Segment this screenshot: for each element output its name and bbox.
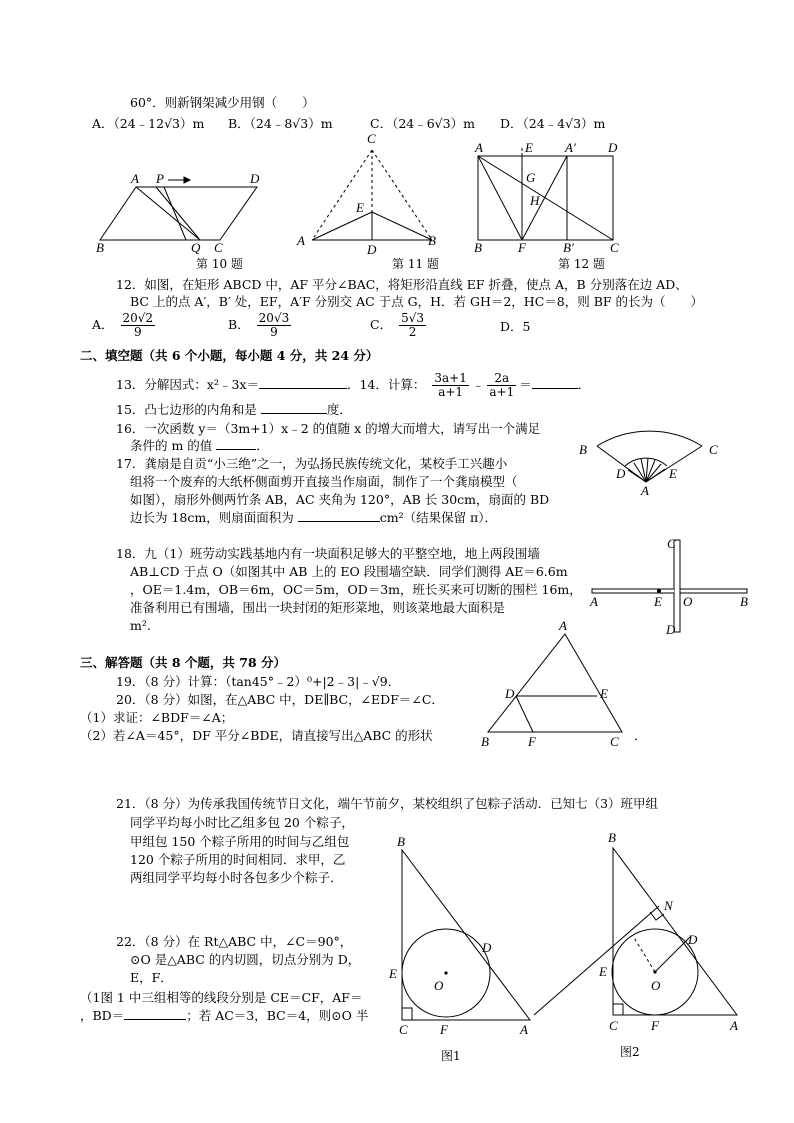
q21-line2: 同学平均每小时比乙组多包 20 个粽子，: [130, 815, 354, 830]
q15-text: 15．凸七边形的内角和是: [116, 402, 257, 417]
q16-answer-blank[interactable]: [216, 449, 256, 450]
q12-option-b-label: B．: [228, 317, 250, 332]
fig12-label-c: C: [610, 240, 619, 255]
q18-label-d: D: [666, 622, 676, 637]
q12-option-c-num: 5√3: [401, 311, 424, 325]
q18-line1: 18．九（1）班劳动实践基地内有一块面积足够大的平整空地，地上两段围墙: [116, 546, 540, 561]
q12-option-a: [92, 312, 158, 339]
q18-label-c: C: [667, 536, 676, 551]
fig10-label-a: A: [131, 171, 139, 186]
q17-line2: 组将一个废弃的大纸杯侧面剪开直接当作扇面，制作了一个龚扇模型（: [130, 474, 518, 489]
q12-line1: 12．如图，在矩形 ABCD 中，AF 平分∠BAC，将矩形沿直线 EF 折叠，使点 A，B 分别落在边 AD、: [116, 277, 688, 292]
fig10-label-d: D: [250, 171, 260, 186]
q12-option-a-den: 9: [133, 325, 142, 339]
fig2-label-f: F: [651, 1018, 659, 1033]
q14-answer-blank[interactable]: [532, 388, 578, 389]
q11-option-b: B．（24﹣8√3）m: [228, 116, 333, 131]
q18-line4: 准备利用已有围墙，围出一块封闭的矩形菜地，则该菜地最大面积是: [130, 600, 506, 615]
fig2-label-o: O: [651, 978, 661, 993]
q18-label-b: B: [740, 594, 748, 609]
fig12-label-g: G: [526, 170, 536, 185]
fig12-caption: 第 12 题: [558, 257, 605, 271]
q20-line2: （1）求证：∠BDF＝∠A；: [80, 710, 234, 725]
q14-frac2-den: a+1: [489, 385, 515, 399]
fig11-caption: 第 11 题: [392, 257, 439, 271]
q20-line1: 20．（8 分）如图，在△ABC 中，DE∥BC，∠EDF＝∠C．: [116, 692, 444, 707]
fig2-label-d: D: [688, 932, 698, 947]
section-2-title: 二、填空题（共 6 个小题，每小题 4 分，共 24 分）: [80, 348, 379, 363]
fig1-label-b: B: [397, 834, 405, 849]
fig2-label-b: B: [608, 830, 616, 845]
q22-line1: 22．（8 分）在 Rt△ABC 中，∠C＝90°，: [116, 934, 353, 949]
fig12-label-f: F: [518, 240, 526, 255]
q13-text: 13．分解因式：x²﹣3x＝: [116, 377, 259, 392]
fig12-label-d: D: [608, 140, 618, 155]
q12-option-a-label: A．: [92, 317, 114, 332]
q17-label-c: C: [709, 442, 718, 457]
fig12-label-h: H: [530, 193, 540, 208]
q17-label-d: D: [616, 466, 626, 481]
q17-label-e: E: [669, 466, 677, 481]
q12-option-b-num: 20√3: [258, 311, 290, 325]
q16-line2: 条件的 m 的值: [130, 438, 213, 453]
q18-line3: ，OE＝1.4m，OB＝6m，OC＝5m，OD＝3m，班长买来可切断的围栏 16m，: [130, 582, 582, 597]
q18-label-e: E: [654, 594, 662, 609]
q17-line4b: cm²（结果保留 π）．: [379, 510, 498, 525]
fig1-label-f: F: [440, 1022, 448, 1037]
q22-line4: （1图 1 中三组相等的线段分别是 CE＝CF，AF＝: [80, 990, 363, 1005]
q12-option-c-den: 2: [408, 325, 417, 339]
fig12-label-b: B: [474, 240, 482, 255]
q22-line5-wrap: [80, 1008, 368, 1024]
fig1-label-e: E: [389, 966, 397, 981]
q20-label-d: D: [505, 686, 515, 701]
fig2-label-a: A: [730, 1018, 738, 1033]
q20-label-b: B: [481, 734, 489, 749]
q15-line: [116, 402, 352, 418]
fig1-caption: 图1: [441, 1049, 461, 1063]
q22-line5a: ，BD＝: [80, 1008, 125, 1023]
q14-frac2-num: 2a: [487, 372, 516, 386]
q18-label-o: O: [683, 594, 693, 609]
q12-option-c-label: C．: [370, 317, 393, 332]
q20-label-f: F: [528, 734, 536, 749]
q12-option-d: D．5: [500, 319, 531, 334]
q22-line3: E，F．: [130, 970, 173, 985]
fig1-label-c: C: [399, 1022, 408, 1037]
q20-label-c: C: [610, 734, 619, 749]
q17-line4-wrap: [130, 510, 497, 526]
q11-option-d: D．（24﹣4√3）m: [500, 116, 606, 131]
fig2-label-n: N: [664, 898, 673, 913]
fig12-label-e: E: [525, 140, 533, 155]
q11-option-c: C．（24﹣6√3）m: [370, 116, 475, 131]
q11-option-a: A．（24﹣12√3）m: [92, 116, 205, 131]
fig2-caption: 图2: [620, 1045, 640, 1059]
fig10-label-c: C: [214, 240, 223, 255]
fig10-label-q: Q: [191, 240, 201, 255]
q14-frac1-den: a+1: [438, 385, 464, 399]
fig11-label-a: A: [297, 233, 305, 248]
fig10-label-b: B: [96, 240, 104, 255]
q20-line3: （2）若∠A＝45°，DF 平分∠BDE，请直接写出△ABC 的形状: [80, 728, 433, 743]
fig11-label-d: D: [367, 242, 377, 257]
q18-label-a: A: [590, 594, 598, 609]
q17-answer-blank[interactable]: [298, 521, 380, 522]
q12-option-b: [228, 312, 294, 339]
section-3-title: 三、解答题（共 8 个题，共 78 分）: [80, 655, 287, 670]
q16-line2-wrap: 条件的 m 的值 ．: [130, 438, 269, 453]
fig10-label-p: P: [156, 171, 164, 186]
q12-option-c: [370, 312, 429, 339]
q13-q14-line: 13．分解因式：x²﹣3x＝ ．14．计算： $\frac{3a+1}{a+1}$ ﹣ $\frac{2a}{a+1}$ ＝ ．: [116, 371, 591, 399]
q20-label-a: A: [559, 618, 567, 633]
q16-line1: 16．一次函数 y＝（3m+1）x﹣2 的值随 x 的增大而增大，请写出一个满足: [116, 421, 541, 436]
fig2-label-e: E: [599, 964, 607, 979]
fig11-label-e: E: [356, 200, 364, 215]
fig12-label-b-prime: B′: [563, 240, 574, 255]
fig2-label-c: C: [609, 1018, 618, 1033]
q21-line4: 120 个粽子所用的时间相同．求甲，乙: [130, 852, 346, 867]
q14-eq: ＝: [519, 377, 532, 392]
q22-line5b: ；若 AC＝3，BC＝4，则⊙O 半: [186, 1008, 369, 1023]
q18-line2: AB⊥CD 于点 O（如图其中 AB 上的 EO 段围墙空缺．同学们测得 AE＝6.6m: [130, 564, 568, 579]
q18-line5: m².: [130, 618, 151, 633]
fig10-caption: 第 10 题: [196, 257, 243, 271]
q12-option-b-den: 9: [270, 325, 278, 339]
fig11-label-b: B: [428, 233, 436, 248]
q19-text: 19．（8 分）计算：（tan45°﹣2）⁰+|2﹣3|﹣√9．: [116, 674, 401, 689]
q20-label-e: E: [600, 686, 608, 701]
q21-line1: 21．（8 分）为传承我国传统节日文化，端午节前夕，某校组织了包粽子活动．已知七（3）班甲组: [116, 796, 659, 811]
q13-answer-blank[interactable]: [259, 388, 347, 389]
q15-unit: 度．: [326, 402, 352, 417]
fig12-label-a: A: [475, 140, 483, 155]
q22-line2: ⊙O 是△ABC 的内切圆，切点分别为 D，: [130, 952, 361, 967]
q22-bd-blank[interactable]: [124, 1019, 186, 1020]
q17-label-b: B: [579, 442, 587, 457]
q14-text: ．14．计算：: [346, 377, 426, 392]
q12-line2: BC 上的点 A′，B′ 处，EF，A′F 分别交 AC 于点 G，H．若 GH＝2，HC＝8，则 BF 的长为（ ）: [130, 294, 704, 309]
fig12-label-a-prime: A′: [565, 140, 576, 155]
q17-label-a: A: [641, 483, 649, 498]
fig11-label-c: C: [367, 131, 376, 146]
q14-frac1-num: 3a+1: [434, 371, 467, 385]
fig1-label-a: A: [520, 1022, 528, 1037]
fig1-label-o: O: [434, 978, 444, 993]
q11-tail: 60°．则新钢架减少用钢（ ）: [130, 95, 315, 110]
q15-answer-blank[interactable]: [261, 413, 327, 414]
q12-option-a-num: 20√2: [122, 311, 154, 325]
q17-line1: 17．龚扇是自贡“小三绝”之一，为弘扬民族传统文化，某校手工兴趣小: [116, 456, 508, 471]
q21-line3: 甲组包 150 个粽子所用的时间与乙组包: [130, 834, 350, 849]
q17-line3: 如图），扇形外侧两竹条 AB，AC 夹角为 120°，AB 长 30cm，扇面的 BD: [130, 492, 550, 507]
fig1-label-d: D: [482, 940, 492, 955]
q21-line5: 两组同学平均每小时各包多少个粽子．: [130, 870, 343, 885]
q20-line3-end: ．: [634, 728, 647, 743]
q17-line4a: 边长为 18cm，则扇面面积为: [130, 510, 294, 525]
q14-minus: ﹣: [471, 377, 485, 392]
